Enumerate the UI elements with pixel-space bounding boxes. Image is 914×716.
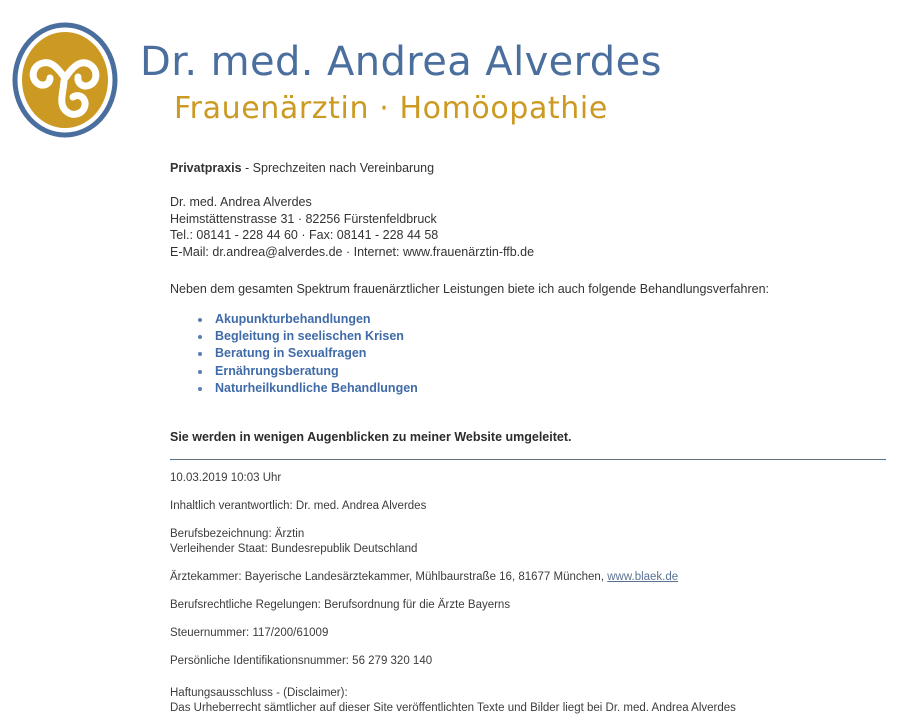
- list-item: Beratung in Sexualfragen: [198, 345, 886, 362]
- brand-tagline: Frauenärztin · Homöopathie: [174, 91, 608, 126]
- list-item: Naturheilkundliche Behandlungen: [198, 380, 886, 397]
- imprint-chamber-text: Ärztekammer: Bayerische Landesärztekammer, Mühlbaurstraße 16, 81677 München,: [170, 571, 608, 584]
- list-item: Ernährungsberatung: [198, 363, 886, 380]
- imprint-timestamp: 10.03.2019 10:03 Uhr: [170, 472, 282, 485]
- imprint-timestamp-para: [170, 471, 886, 486]
- list-item: Akupunkturbehandlungen: [198, 311, 886, 328]
- blaek-website-link[interactable]: www.blaek.de: [607, 571, 679, 584]
- imprint-vat-para: [170, 654, 886, 669]
- services-list: [170, 311, 886, 397]
- imprint-granting-state: Verleihender Staat: Bundesrepublik Deutschland: [170, 543, 418, 556]
- imprint-responsible-para: [170, 499, 886, 514]
- imprint-disclaimer-para: [170, 686, 886, 716]
- imprint-chamber-para: [170, 570, 886, 585]
- imprint-chamber: [170, 570, 886, 585]
- triskelion-spiral-logo-icon: [11, 21, 119, 139]
- page-masthead: [0, 0, 914, 150]
- services-intro: Neben dem gesamten Spektrum frauenärztlicher Leistungen biete ich auch folgende Behandlungsverfahren:: [170, 282, 769, 296]
- disclaimer-title: Haftungsausschluss - (Disclaimer):: [170, 687, 348, 700]
- practice-address: Heimstättenstrasse 31 · 82256 Fürstenfeldbruck: [170, 211, 437, 226]
- practice-hours-note: - Sprechzeiten nach Vereinbarung: [241, 161, 435, 175]
- list-item: Begleitung in seelischen Krisen: [198, 328, 886, 345]
- brand-name: Dr. med. Andrea Alverdes: [140, 39, 662, 85]
- practice-name: Dr. med. Andrea Alverdes: [170, 195, 312, 209]
- imprint-job-title: Berufsbezeichnung: Ärztin: [170, 528, 305, 541]
- page-content: [170, 160, 886, 716]
- imprint-vat-id: Persönliche Identifikationsnummer: 56 279 320 140: [170, 655, 433, 668]
- section-divider: [170, 459, 886, 460]
- imprint-section: [170, 471, 886, 716]
- practice-type-label: Privatpraxis: [170, 161, 242, 175]
- practice-email-web: E-Mail: dr.andrea@alverdes.de · Internet: www.frauenärztin-ffb.de: [170, 244, 535, 259]
- practice-phone-fax: Tel.: 08141 - 228 44 60 · Fax: 08141 - 228 44 58: [170, 228, 439, 242]
- imprint-profession-para: [170, 527, 886, 557]
- imprint-tax-number: Steuernummer: 117/200/61009: [170, 627, 329, 640]
- imprint-tax-para: [170, 626, 886, 641]
- practice-type-line: [170, 160, 886, 176]
- brand-lockup: [140, 39, 840, 126]
- redirect-notice: Sie werden in wenigen Augenblicken zu meiner Website umgeleitet.: [170, 430, 572, 445]
- imprint-regulations: Berufsrechtliche Regelungen: Berufsordnung für die Ärzte Bayerns: [170, 599, 511, 612]
- contact-block: [170, 194, 886, 260]
- disclaimer-text: Das Urheberrecht sämtlicher auf dieser Site veröffentlichten Texte und Bilder liegt bei Dr. med. Andrea Alverdes: [170, 702, 736, 715]
- imprint-regulations-para: [170, 598, 886, 613]
- imprint-responsible: Inhaltlich verantwortlich: Dr. med. Andrea Alverdes: [170, 500, 427, 513]
